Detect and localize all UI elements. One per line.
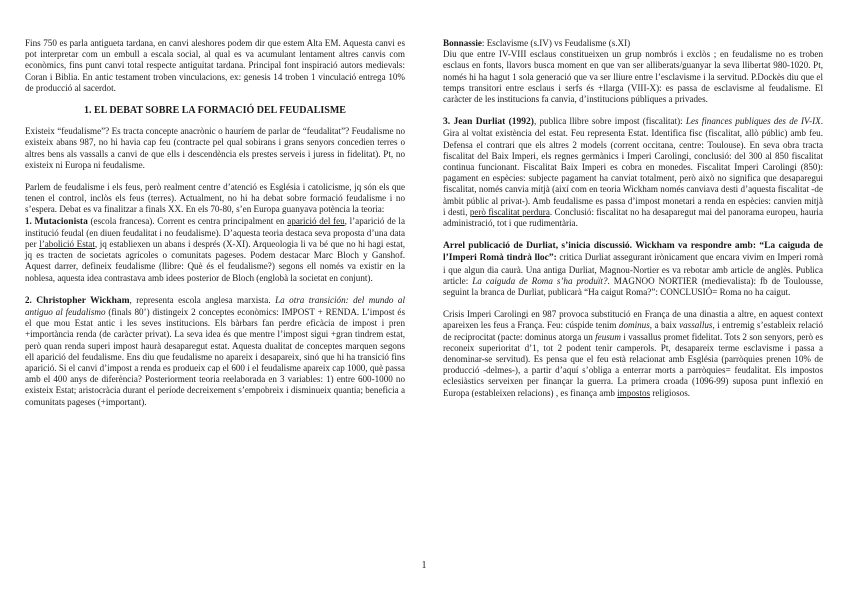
underlined-term: impostos [617,387,651,398]
paragraph-crisis-carolingi [443,309,823,399]
term-vassallus: vassallus [679,320,713,331]
item-name-mutacionista: Mutacionista [34,216,88,227]
item-wickham [25,295,405,408]
text-span: . MAGNOO NORTIER (medievalista): fb de Toulousse, seguint la branca de Durliat, publicarà “Ha caigut Roma?”: CONCLUSIÓ= Roma no ha caigut. [443,275,823,298]
underlined-term: però fiscalitat perdura [469,206,550,217]
bonnassie-heading [443,38,823,49]
item-name-durliat: 3. Jean Durliat (1992) [443,117,534,128]
section-heading: 1. EL DEBAT SOBRE LA FORMACIÓ DEL FEUDALISME [84,105,346,117]
right-column [443,38,823,399]
item-number: 1. [25,215,32,226]
text-span: , l’aparició de la institució feudal (en diuen feudalitat i no feudalisme). D’aquesta teoria destaca seva proposta d’una data per [25,215,405,250]
term-feusum: feusum [595,331,621,342]
paragraph-feudalisme-existeix: Existeix “feudalisme”? Es tracta concepte anacrònic o hauríem de parlar de “feudalitat”? Feudalisme no existeix abans 987, no hi havia cap feu (contracte pel qual sobirans i grans senyors concedien terres o altres bens als vassalls a canvi de que ells i descendència els prestes serveis i juress in fidelitat). Pt, no existeix ni Europa ni feudalisme. [25,126,405,170]
book-title: Les finances publiques des de IV-IX [685,116,821,127]
page-number: 1 [421,560,427,571]
intro-paragraph: Fins 750 es parla antigueta tardana, en canvi aleshores podem dir que estem Alta EM. Aquesta canvi es pot interpretar com un embull a escala social, al qual es va acumulant lentament altres canvis com econòmics, fins punt canvi total respecte antiguitat tardana. Principal font inspiració autors medievals: Coran i Biblia. En antic testament troben vinculacions, ex: genesis 14 troben 1 vinculació entrega 10% de producció al sacerdot. [25,38,405,93]
text-span: i vassallus promet fidelitat. Tots 2 son senyors, però es reconeix superioritat d’1, tot 2 podent tenir camperols. Pt, desapareix terme esclavisme i passa a denominar-se servitud). Es pensa que el feu està relacionat amb Església (parròquies prenen 10% de producció -delmes-), a partir d’aquí s’obliga a enterrar morts a parròquies= feudalitat. Els impostos eclesiàstics serveixen per finançar la guerra. La primera croada (1096-99) suposa punt inflexió en Europa (estableixen relacions) , es finança amb [443,331,824,398]
underlined-term: l’abolició Estat [39,239,95,250]
text-span: critica Durliat assegurant irònicament que encara vivim en Imperi romà i que algun dia caurà. Una antiga Durliat, Magnou-Nortier es va rebotar amb article de anglès. Publica article: [443,252,823,286]
bonnassie-paragraph: Diu que entre IV-VIII esclaus constitueixen un grup nombrós i exclòs ; en feudalisme no es troben esclaus en fonts, llavors busca moment en que van ser alliberats/guanyar la seva llibertat 980-1020. Pt, només hi ha hagut 1 sola generació que va ser lliure entre l’esclavisme i la servitud. P.Dockès diu que el temps transitori entre esclaus i serfs és +llarga (VIII-X): es passa de esclavisme al feudalisme. El caràcter de les institucions fa canvia, d’institucions públiques a privades. [443,49,823,105]
item-name-wickham: Christopher Wickham [36,295,130,306]
text-span: , a baix [649,320,680,331]
text-span: , jq establiexen un abans i després (X-XI). Arqueologia li va bé que no hi hagi estat, jq es tracten de societats agrícoles o comunitats pageses. Podem destacar Marc Bloch y Ganshof. Aquest darrer, defineix feudalisme (llibre: Què és el feudalisme?) segons ell només va existir en la noblesa, aquesta idea contrastava amb idees posterior de Bloch (englobà la societat en conjunt). [25,239,405,283]
text-span: religiosos. [650,387,691,398]
book-title: La otra transición: del mundo al antiguo al feudalismo [25,294,406,318]
text-span: (finals 80’) distingeix 2 conceptes econòmics: IMPOST + RENDA. L’impost és el que mou Estat antic i les seves institucions. Els bàrbars fan perdre eficàcia de impost i pren +importància renda (de caràcter privat). La seva idea és que mentre l’impost sigui +gran tindrem estat, però quan renda superi impost haurà desaparegut estat. Aquesta dualitat de conceptes marquen segons ell aparició del feudalisme. Ens diu que feudalisme no apareix i desapareix, sinó que hi ha transició fins aparició. Si el canvi d’impost a renda es produeix cap el 600 i el feudalisme apareix cap 1000, què passa amb el 400 anys de diferència? Posteriorment teoria reelaborada en 3 variables: 1) entre 600-1000 no existeix Estat; aristocràcia durant el període decreixement s’empobreix i disminueix quantia; beneficia a comunitats pageses (+important). [25,307,405,407]
bold-lead: Arrel publicació de Durliat, s’inicia discussió. Wickham va respondre amb: “La caiguda de l’Imperi Romà tindrà lloc”: [443,241,823,264]
text-span: , i entremig s’estableix relació de reciprocitat (pacte: dominus atorga un [443,320,823,342]
text-span: : Esclavisme (s.IV) vs Feudalisme (s.XI) [481,38,631,48]
left-column [25,38,405,408]
author-name-bonnassie: Bonnassie [443,38,482,48]
underlined-term: aparició del feu [287,215,345,226]
text-span: . Conclusió: fiscalitat no ha desaparegut mai del panorama europeu, hauria administració, tot i que rudimentària. [443,206,823,229]
term-dominus: dominus [618,320,650,331]
text-span: . Gira al voltat existència del estat. Feu representa Estat. Identifica fisc (fiscalitat, allò públic) amb feu. Defensa el contrari que els altres 2 models (corrent occitana, centre: Toulouse). En seva obra tracta fiscalitat del Baix Imperi, els regnes germànics i Imperi Carolingi, conclusió: del 300 al 850 fiscalitat continua funcionant. Fiscalitat Baix Imperi es cobra en monedes. Fiscalitat Imperi Carolingi (850): pagament en espècies: subjecte pagament ha canviat totalment, però això no significa que desaparegui fiscalitat, només canvia mitjà (així com en teoria Wickham només canviava desti d’aquesta fiscalitat -de àmbit públic al privat-). Amb feudalisme es passa d’impost monetari a renda en espècies: canvien mitjà i desti, [443,116,823,217]
text-span: (escola francesa). Corrent es centra principalment en [87,215,288,226]
article-title: La caiguda de Roma s’ha produït? [472,275,608,286]
text-span: Crisis Imperi Carolingi en 987 provoca substitució en França de una dinastia a altre, en aquest context apareixen les feus a França. Feu: cúspide tenim [443,309,823,331]
text-span: , publica llibre sobre impost (fiscalitat): [533,116,686,127]
item-mutacionista [25,216,405,284]
paragraph-arrel-durliat [443,240,823,298]
item-durliat [443,116,823,229]
paragraph-feudalisme-esglesia: Parlem de feudalisme i els feus, però realment centre d’atenció es Església i catolicisme, jq són els que tenen el control, inclòs els feus (terres). Actualment, no hi ha debat sobre formació feudalisme i no s’espera. Debat es va finalitzar a finals XX. En els 70-80, s’en Europa guanyava potència la teoria: [25,182,405,215]
text-span: , representa escola anglesa marxista. [129,294,276,305]
item-number: 2. [25,294,32,305]
